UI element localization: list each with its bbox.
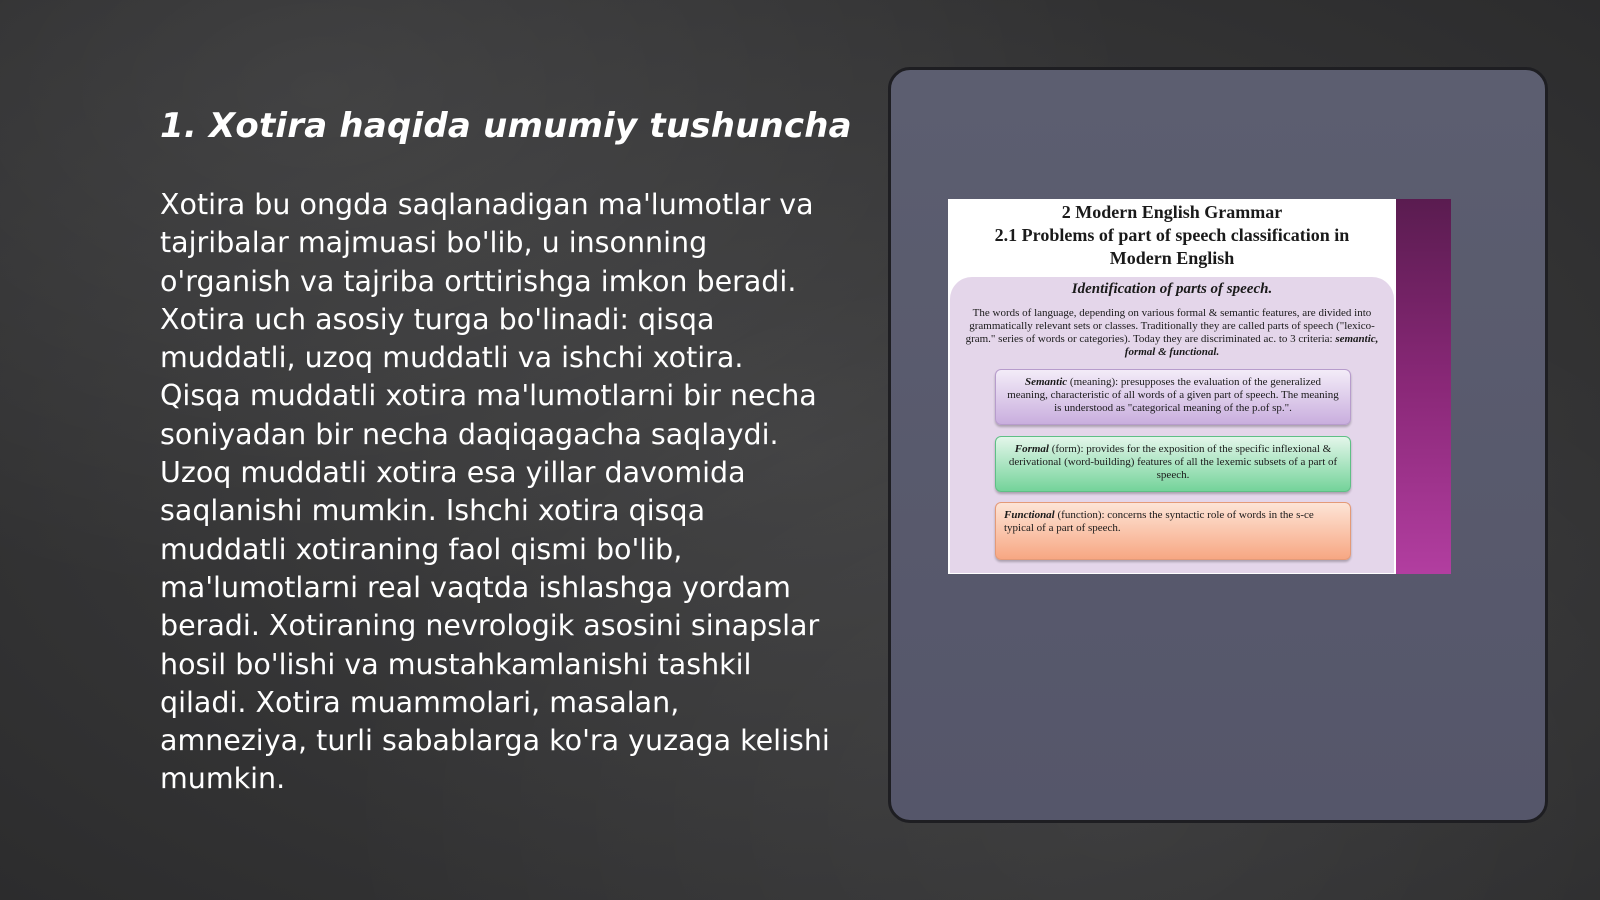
panel-intro (956, 307, 1388, 359)
formal-term: Formal (1014, 443, 1049, 455)
body-paragraph: Xotira bu ongda saqlanadigan ma'lumotlar va tajribalar majmuasi bo'lib, u insonning o'rganish va tajriba orttirishga imkon beradi. Xotira uch asosiy turga bo'linadi: qisqa muddatli, uzoq muddatli va ishchi xotira. Qisqa muddatli xotira ma'lumotlarni bir necha soniyadan bir necha daqiqagacha saqlaydi. Uzoq muddatli xotira esa yillar davomida saqlanishi mumkin. Ishchi xotira qisqa muddatli xotiraning faol qismi bo'lib, ma'lumotlarni real vaqtda ishlashga yordam beradi. Xotiraning nevrologik asosini sinapslar hosil bo'lishi va mustahkamlanishi tashkil qiladi. Xotira muammolari, masalan, amneziya, turli sabablarga ko'ra yuzaga kelishi mumkin. (160, 188, 830, 796)
slide-title (948, 201, 1396, 270)
slide-title-line-2: 2.1 Problems of part of speech classification in (994, 225, 1350, 245)
functional-term: Functional (1004, 509, 1055, 521)
panel-intro-text: The words of language, depending on various formal & semantic features, are divided into grammatically relevant sets or classes. Traditionally they are called parts of speech ("lexico-gram." series of words or categories). Today they are discriminated ac. to 3 criteria: (965, 307, 1375, 345)
parts-of-speech-panel (950, 277, 1394, 573)
functional-text: (function): concerns the syntactic role of words in the s-ce typical of a part of speech. (1004, 509, 1314, 534)
slide-title-line-1: 2 Modern English Grammar (1061, 202, 1283, 222)
slide-heading: 1. Xotira haqida umumiy tushuncha (160, 106, 852, 146)
panel-heading: Identification of parts of speech. (1071, 281, 1273, 297)
formal-text: (form): provides for the exposition of the specific inflexional & derivational (word-building) features of all the lexemic subsets of a part of speech. (1008, 443, 1338, 481)
slide-accent-bar (1396, 199, 1451, 574)
formal-criterion-box (995, 436, 1351, 492)
functional-criterion-box (995, 502, 1351, 560)
semantic-criterion-box (995, 369, 1351, 425)
slide-title-line-3: Modern English (1109, 248, 1235, 268)
semantic-text: (meaning): presupposes the evaluation of the generalized meaning, characteristic of all words of a given part of speech. The meaning is understood as "categorical meaning of the p.of sp.". (1007, 376, 1339, 414)
embedded-slide-image (948, 199, 1451, 574)
semantic-term: Semantic (1025, 376, 1068, 388)
panel-intro-criteria: semantic, formal & functional. (1124, 333, 1379, 358)
